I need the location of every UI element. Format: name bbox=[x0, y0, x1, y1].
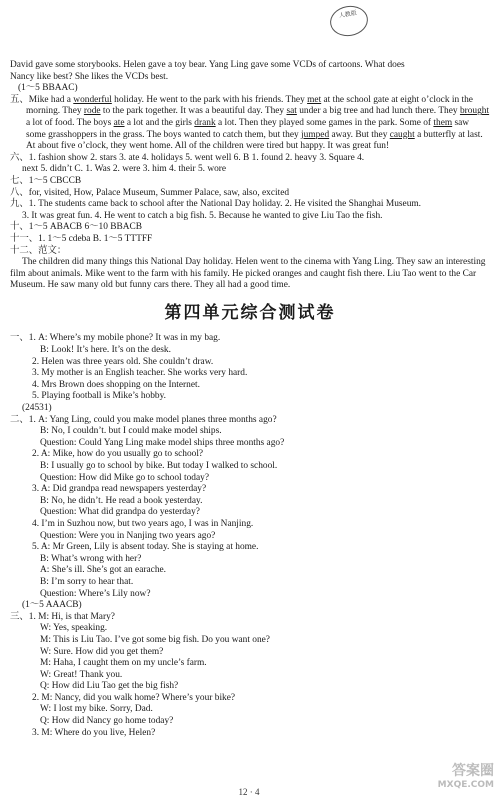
part-2-line: A: She’s ill. She’s got an earache. bbox=[40, 565, 167, 576]
section-9-line: 九、1. The students came back to school after the National Day holiday. 2. He visited the Shanghai Museum. bbox=[10, 199, 422, 210]
page-title: 第四单元综合测试卷 bbox=[164, 302, 336, 323]
part-2-line: Question: What did grandpa do yesterday? bbox=[40, 507, 200, 518]
text-line: Nancy like best? She likes the VCDs best. bbox=[10, 71, 169, 82]
part-1-line: B: Look! It’s here. It’s on the desk. bbox=[40, 345, 171, 356]
part-3-line: W: Great! Thank you. bbox=[40, 669, 123, 680]
text-line: David gave some storybooks. Helen gave a toy bear. Yang Ling gave some VCDs of cartoons. What does bbox=[10, 60, 405, 70]
part-2-line: Question: Were you in Nanjing two years ago? bbox=[40, 530, 216, 541]
section-6-line: next 5. didn’t C. 1. Was 2. were 3. him 4. their 5. wore bbox=[22, 164, 227, 175]
part-3-line: Q: How did Liu Tao get the big fish? bbox=[40, 681, 179, 692]
part-2-line: B: I usually go to school by bike. But today I walked to school. bbox=[40, 461, 278, 471]
part-2-line: Question: How did Mike go to school today? bbox=[40, 472, 209, 483]
section-10: 十、1～5 ABACB 6～10 BBACB bbox=[10, 222, 143, 233]
section-8: 八、for, visited, How, Palace Museum, Summer Palace, saw, also, excited bbox=[10, 187, 290, 198]
part-2-answer: (1～5 AAACB) bbox=[22, 600, 82, 611]
part-2-line: 4. I’m in Suzhou now, but two years ago, I was in Nanjing. bbox=[32, 518, 254, 529]
part-3-line: 2. M: Nancy, did you walk home? Where’s your bike? bbox=[32, 692, 236, 703]
part-2-line: 5. A: Mr Green, Lily is absent today. She is staying at home. bbox=[32, 542, 259, 553]
section-6-line: 六、1. fashion show 2. stars 3. ate 4. holidays 5. went well 6. B 1. found 2. heavy 3. Square 4. bbox=[10, 152, 365, 163]
part-2-line: B: No, I couldn’t. but I could make model ships. bbox=[40, 426, 222, 437]
answer-page bbox=[10, 60, 490, 739]
part-1-line: 2. Helen was three years old. She couldn’t draw. bbox=[32, 356, 214, 367]
part-3-line: 3. M: Where do you live, Helen? bbox=[32, 727, 156, 738]
watermark-logo: 答案圈 MXQE.COM bbox=[437, 763, 494, 790]
part-3-line: W: Sure. How did you get them? bbox=[40, 646, 164, 657]
section-7: 七、1～5 CBCCB bbox=[10, 175, 82, 186]
part-3-line: 三、1. M: Hi, is that Mary? bbox=[10, 611, 115, 622]
section-11: 十一、1. 1～5 cdeba B. 1～5 TTTFF bbox=[10, 233, 153, 244]
part-1-answer: (24531) bbox=[22, 403, 52, 414]
part-2-line: 2. A: Mike, how do you usually go to school? bbox=[32, 449, 204, 460]
part-2-line: 3. A: Did grandpa read newspapers yesterday? bbox=[32, 484, 207, 495]
page-number: 12 · 4 bbox=[238, 787, 260, 797]
section-5-cloze: 五、Mike had a wonderful holiday. He went to the park with his friends. They met at the school gate at eight o’clock in the morning. They rode to the park together. It was a beautiful day. They sat under a big tree and had lunch there. They brought a lot of food. The boys ate a lot and the girls drank a lot. Then they played some games in the park. Some of them saw some grasshoppers in the grass. The boys wanted to catch them, but they jumped away. But they caught a butterfly at last. At about five o’clock, they went home. All of the children were tired but happy. It was great fun! bbox=[10, 94, 490, 152]
part-1-line: 5. Playing football is Mike’s hobby. bbox=[32, 391, 167, 402]
section-12-essay: The children did many things this National Day holiday. Helen went to the cinema with Yang Ling. They saw an interesting film about animals. Mike went to the farm with his family. He picked oranges and caught fish there. Liu Tao went to the Car Museum. He saw many old but funny cars there. They all had a good time. bbox=[10, 257, 486, 291]
section-9-line: 3. It was great fun. 4. He went to catch a big fish. 5. Because he wanted to give Liu Tao the fish. bbox=[22, 210, 383, 221]
text-line: (1～5 BBAAC) bbox=[18, 83, 78, 94]
part-1-line: 一、1. A: Where’s my mobile phone? It was in my bag. bbox=[10, 333, 221, 344]
part-1-line: 3. My mother is an English teacher. She works very hard. bbox=[32, 368, 248, 379]
part-2-line: B: I’m sorry to hear that. bbox=[40, 576, 134, 587]
part-2-line: Question: Could Yang Ling make model ships three months ago? bbox=[40, 437, 285, 448]
part-3-line: Q: How did Nancy go home today? bbox=[40, 716, 174, 727]
part-2-line: B: What’s wrong with her? bbox=[40, 553, 142, 564]
corner-stamp: 人教版 bbox=[328, 3, 371, 39]
part-2-line: 二、1. A: Yang Ling, could you make model planes three months ago? bbox=[10, 414, 277, 425]
part-3-line: M: This is Liu Tao. I’ve got some big fish. Do you want one? bbox=[40, 634, 270, 645]
part-3-line: W: Yes, speaking. bbox=[40, 623, 108, 634]
part-3-line: M: Haha, I caught them on my uncle’s farm. bbox=[40, 658, 207, 669]
part-3-line: W: I lost my bike. Sorry, Dad. bbox=[40, 704, 153, 715]
part-2-line: Question: Where’s Lily now? bbox=[40, 588, 151, 599]
part-1-line: 4. Mrs Brown does shopping on the Internet. bbox=[32, 379, 200, 390]
part-2-line: B: No, he didn’t. He read a book yesterday. bbox=[40, 495, 203, 506]
section-12-label: 十二、范文： bbox=[10, 245, 67, 256]
